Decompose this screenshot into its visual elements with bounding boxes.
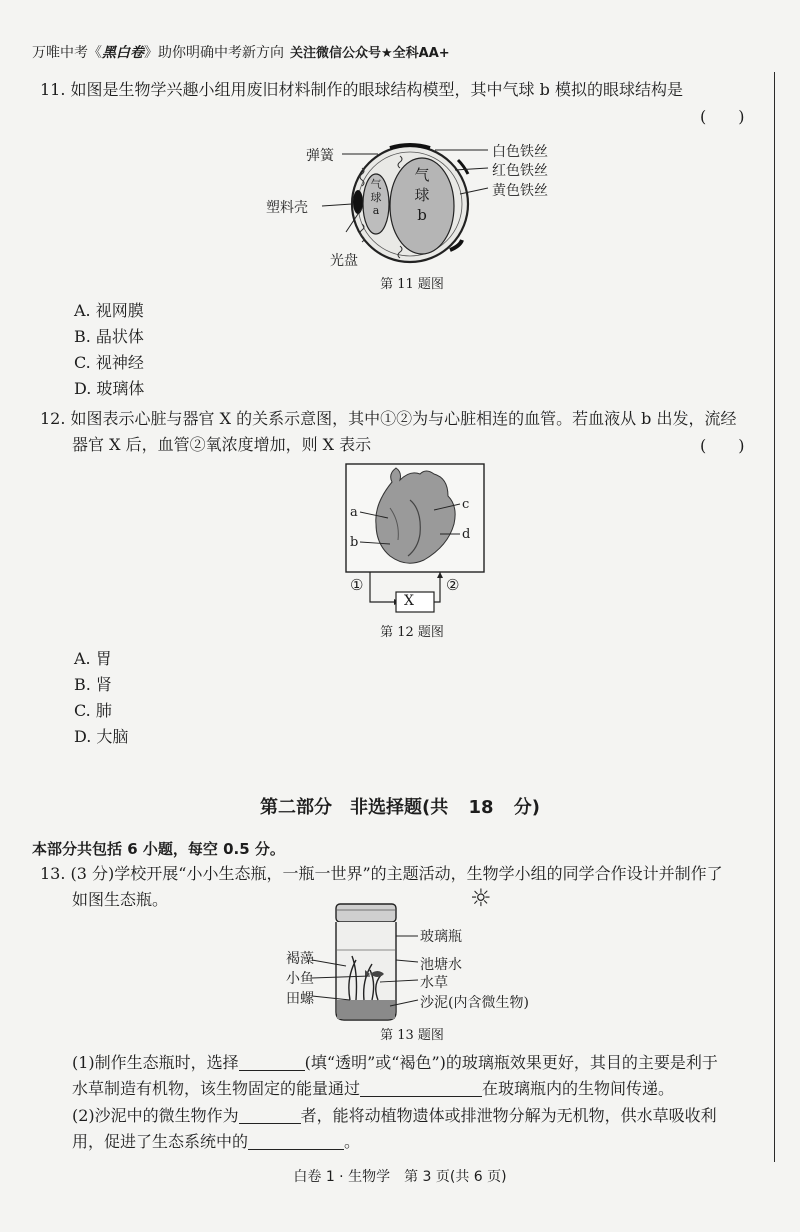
q12-label-a: a (350, 505, 358, 520)
q13-sub2-line2: 用，促进了生态系统中的 。 (72, 1132, 361, 1151)
q11-answer-paren: ( ) (700, 107, 745, 126)
q12-option-b: B. 肾 (74, 675, 112, 694)
q13-label-weed: 水草 (420, 975, 448, 991)
q11-label-disc: 光盘 (330, 253, 358, 269)
q11-caption: 第 11 题图 (380, 277, 444, 292)
q12-vessel-2: ② (446, 576, 460, 594)
q13-blank-2[interactable] (360, 1078, 482, 1097)
q13-label-algae: 褐藻 (286, 951, 314, 967)
page-header (32, 42, 450, 62)
q13-blank-3[interactable] (239, 1105, 301, 1124)
q13-label-snail: 田螺 (286, 991, 314, 1007)
q12-label-c: c (462, 497, 470, 512)
q13-sub1-line1: (1)制作生态瓶时，选择 (填“透明”或“褐色”)的玻璃瓶效果更好，其目的主要是利于 (72, 1053, 718, 1072)
q13-label-fish: 小鱼 (286, 971, 314, 987)
q12-organ-x: X (404, 593, 414, 609)
q13-sub1-line2: 水草制造有机物，该生物固定的能量通过 在玻璃瓶内的生物间传递。 (72, 1079, 675, 1098)
q13-label-water: 池塘水 (420, 957, 462, 973)
part2-title: 第二部分 非选择题(共 18 分) (259, 797, 541, 818)
q12-vessel-1: ① (350, 576, 364, 594)
q12-label-d: d (462, 527, 471, 542)
sun-icon: ☼ (470, 884, 492, 912)
q13-stem-line1: 13. (3 分)学校开展“小小生态瓶，一瓶一世界”的主题活动，生物学小组的同学合作设计并制作了 (40, 864, 723, 883)
page-footer: 白卷 1 · 生物学 第 3 页(共 6 页) (293, 1169, 507, 1185)
q11-option-d: D. 玻璃体 (74, 379, 145, 398)
q11-balloon-b-label: 气 球 b (414, 166, 430, 224)
q13-ecobottle-figure (300, 900, 420, 1025)
q11-label-shell: 塑料壳 (266, 200, 308, 216)
q13-stem-line2: 如图生态瓶。 (72, 890, 169, 909)
q12-option-a: A. 胃 (74, 649, 112, 668)
q11-option-a: A. 视网膜 (74, 301, 144, 320)
q11-balloon-a-label: 气 球 a (370, 178, 382, 217)
q11-option-b: B. 晶状体 (74, 327, 144, 346)
q11-label-spring: 弹簧 (306, 148, 334, 164)
q11-label-yellow-wire: 黄色铁丝 (492, 183, 548, 199)
q12-stem-line1: 12. 如图表示心脏与器官 X 的关系示意图，其中①②为与心脏相连的血管。若血液从 b 出发，流经 (40, 409, 737, 428)
q13-sub2-line1: (2)沙泥中的微生物作为 者，能将动植物遗体或排泄物分解为无机物，供水草吸收利 (72, 1106, 717, 1125)
q13-label-sand: 沙泥(内含微生物) (420, 995, 529, 1011)
q11-stem: 11. 如图是生物学兴趣小组用废旧材料制作的眼球结构模型，其中气球 b 模拟的眼球结构是 (40, 80, 683, 99)
header-wechat: 关注微信公众号★全科AA+ (290, 46, 450, 61)
q11-option-c: C. 视神经 (74, 353, 144, 372)
q11-label-red-wire: 红色铁丝 (492, 163, 548, 179)
q11-label-white-wire: 白色铁丝 (492, 144, 548, 160)
q12-answer-paren: ( ) (700, 436, 745, 455)
q13-blank-1[interactable] (239, 1052, 305, 1071)
q12-label-b: b (350, 535, 359, 550)
q13-label-bottle: 玻璃瓶 (420, 929, 462, 945)
q12-option-d: D. 大脑 (74, 727, 129, 746)
header-brand: 黑白卷 (102, 45, 144, 61)
q12-caption: 第 12 题图 (380, 625, 444, 640)
q12-option-c: C. 肺 (74, 701, 112, 720)
right-margin-line (774, 72, 775, 1162)
q13-blank-4[interactable] (248, 1131, 344, 1150)
part2-note: 本部分共包括 6 小题，每空 0.5 分。 (32, 840, 285, 858)
q13-caption: 第 13 题图 (380, 1028, 444, 1043)
q12-stem-line2: 器官 X 后，血管②氧浓度增加，则 X 表示 (72, 435, 372, 454)
header-prefix: 万唯中考《 (32, 45, 102, 61)
header-middle: 》助你明确中考新方向 (144, 45, 284, 61)
